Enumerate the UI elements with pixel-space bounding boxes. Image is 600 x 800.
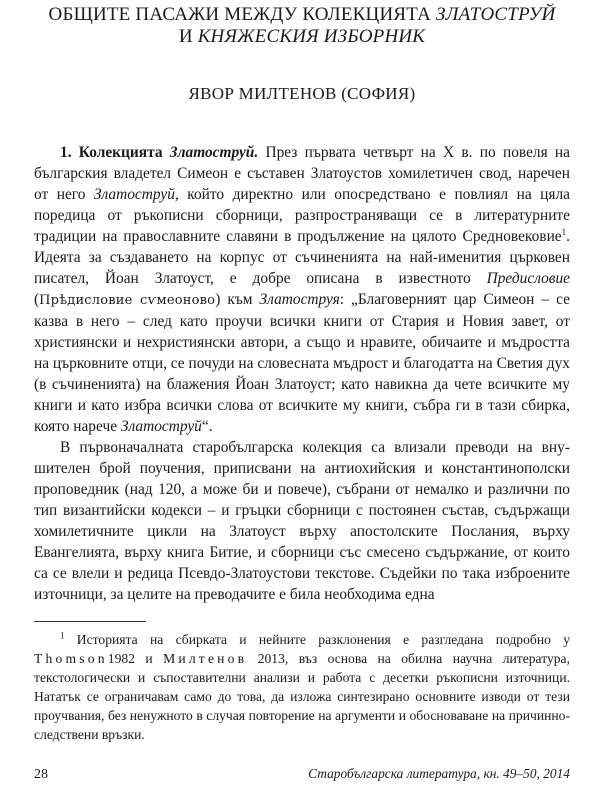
p1-text-1: През първата четвърт на Х в. по повеля на българския владетел Симеон е съставен Златоустов хомилетичен свод, наречен от него: [34, 144, 570, 203]
title-line1-plain: ОБЩИТЕ ПАСАЖИ МЕЖДУ КОЛЕКЦИЯТА: [48, 4, 436, 25]
footnote-text-1: Историята на сбирката и нейните разклонения е разгледана подробно у: [64, 632, 570, 647]
paragraph-2: В първоначалната старобългарска колекция са влизали преводи на внушителен брой поучения, приписвани на антиохийския и константинополски проповедник (над 120, а може би и повече), събрани от немалко и различни по тип византийски кодекси – и гръцки сборници с постоянен състав, съдържащи хомилетичните цикли на Златоуст върху апостолските Послания, върху Евангелията, върху книга Битие, и сборници със смесено съдържание, от които са се влели и редица Псевдо-Златоустови текстове. Съдейки по така изброените източници, за целите на преводачите е била необходима една: [34, 439, 570, 603]
section-heading-title: Златоструй.: [169, 144, 259, 161]
p1-text-4: (: [34, 291, 40, 308]
footnote-name-2: Милтенов: [163, 651, 248, 666]
article-title: [34, 4, 570, 48]
journal-name: Старобългарска литература, кн. 49–50, 2014: [308, 766, 570, 781]
footnote-ref[interactable]: 1: [561, 226, 567, 237]
footnote-year-1: 1982: [107, 651, 135, 666]
p1-italic-1: Златоструй,: [93, 186, 179, 203]
page-number: 28: [34, 767, 48, 782]
section-heading-number: 1. Колекцията: [60, 144, 170, 161]
footnote-text-2: 2013, въз основа на обилна научна литература, текстологически и съпоставителни анализи и работа с десетки ръкописни източници. Нататък се ограничавам само до това, да изложа синтезирано основните изводи от тези проучвания, без ненужното в случая повторение на аргументи и обосноваване на причинно-следствени връзки.: [34, 651, 570, 742]
paragraph-1: [34, 142, 570, 437]
p1-text-7: “.: [201, 418, 213, 435]
p1-text-2: който директно или опосредствано е повлиял на цяла поредица от ръкописни сборници, разпространяващи се в литературните традиции на православните славяни в продължение на цялото Средновековие: [34, 186, 570, 245]
footnote-name-1: Thomson: [34, 651, 108, 666]
page-footer: [34, 766, 570, 783]
p1-text-5: ) към: [215, 291, 260, 308]
footnote-divider: [34, 621, 146, 622]
p1-italic-2: Предисловие: [486, 270, 570, 287]
page: [34, 0, 570, 800]
p1-slavonic-title: Прѣдисловие сѵмеоново: [39, 293, 216, 308]
footnote-conj: и: [134, 651, 164, 666]
title-line2-italic: КНЯЖЕСКИЯ ИЗБОРНИК: [197, 26, 426, 47]
title-line2-plain: И: [178, 26, 198, 47]
p1-italic-4: Златоструй: [120, 418, 202, 435]
footnote: [34, 630, 570, 744]
footnote-number: 1: [60, 630, 65, 641]
section-heading: [60, 144, 258, 161]
p1-italic-3: Златоструя: [259, 291, 340, 308]
p1-text-6: : „Благоверният цар Симеон – се казва в него – след като проучи всички книги от Стария и Новия завет, от християнски и нехристиянски автори, а също и нравите, обичаите и мъдростта на църковните отци, се почуди на словесната мъдрост и благодатта на Светия дух (в съчиненията) на блажения Йоан Златоуст; като навикна да чете всичките му книги и като избра всички слова от всичките му книги, събра ги в тази сбирка, която нарече: [34, 291, 570, 435]
article-body: [34, 142, 570, 605]
author-line: ЯВОР МИЛТЕНОВ (СОФИЯ): [188, 84, 416, 103]
p1-text-3: . Идеята за създаването на корпус от съчиненията на най-именития църковен писател, Йоан Златоуст, е добре описана в известното: [34, 228, 570, 287]
title-line1-italic: ЗЛАТОСТРУЙ: [435, 4, 556, 25]
